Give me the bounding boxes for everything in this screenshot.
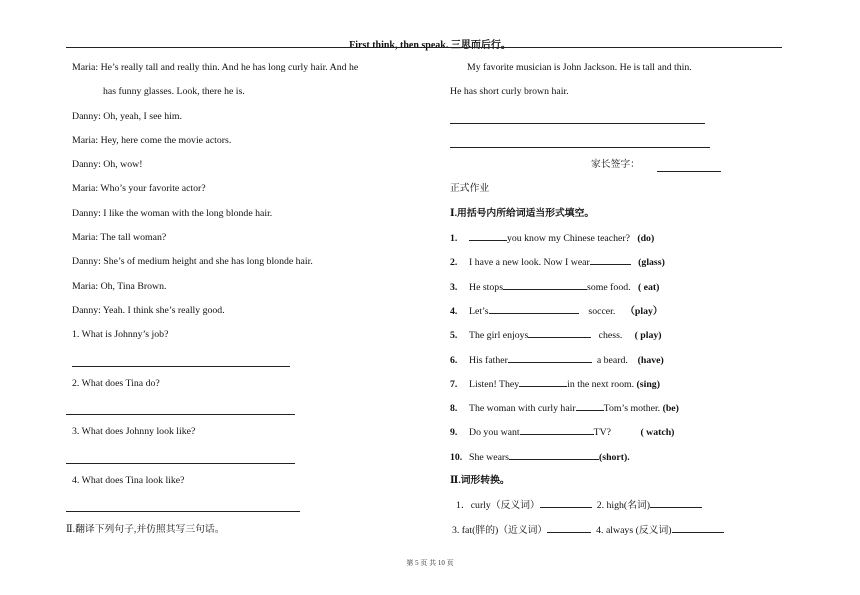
dialogue-line: Maria: Oh, Tina Brown. [72,280,167,292]
writing-line-1[interactable] [450,109,780,133]
blank[interactable] [528,327,591,338]
question-3: 3. What does Johnny look like? [72,426,196,438]
dialogue-line: Danny: I like the woman with the long blonde hair. [72,207,273,219]
section-2-title: Ⅱ.翻译下列句子,并仿照其写三句话。 [66,523,225,535]
fill-item-5: 5. The girl enjoys chess. ( play) [450,327,780,351]
dialogue-line: Danny: Yeah. I think she’s really good. [72,304,225,316]
dialogue-line: Danny: She’s of medium height and she has long blonde hair. [72,256,313,268]
question-4: 4. What does Tina look like? [72,475,185,487]
answer-line-4[interactable] [72,497,412,521]
fill-item-6: 6. His father a beard. (have) [450,352,780,376]
page-footer: 第 5 页 共 10 页 [406,559,454,567]
blank[interactable] [672,522,724,533]
dialogue-line: Maria: Hey, here come the movie actors. [72,134,232,146]
fill-item-7: 7. Listen! They in the next room. (sing) [450,376,780,400]
part-2-title: Ⅱ.词形转换。 [450,475,510,487]
part-1-title: Ⅰ.用括号内所给词适当形式填空。 [450,207,595,219]
page-header: First think, then speak. 三思而后行。 [349,40,511,51]
fill-item-10: 10. She wears (short). [450,449,780,473]
blank[interactable] [540,497,592,508]
wordform-row-2: 3. fat(胖的)（近义词） 4. always (反义词) [450,522,780,546]
question-2: 2. What does Tina do? [72,377,160,389]
parent-sign-row [450,157,780,181]
example-line: My favorite musician is John Jackson. He is tall and thin. [467,62,692,73]
blank[interactable] [590,254,631,265]
parent-sign-field[interactable] [657,171,721,172]
dialogue-line: Maria: He’s really tall and really thin. And he has long curly hair. And he [72,62,359,73]
parent-sign-label: 家长签字： [591,159,640,171]
blank[interactable] [547,522,591,533]
writing-line-2[interactable] [450,133,780,157]
blank[interactable] [509,449,599,460]
formal-title: 正式作业 [450,183,490,195]
dialogue-line: Maria: Who’s your favorite actor? [72,183,206,195]
blank[interactable] [519,376,567,387]
blank[interactable] [508,352,592,363]
header-rule [66,47,782,48]
dialogue-line: Maria: The tall woman? [72,232,167,244]
blank[interactable] [520,424,594,435]
fill-item-3: 3. He stops some food. ( eat) [450,279,780,303]
fill-item-2: 2. I have a new look. Now I wear (glass) [450,254,780,278]
answer-line-3[interactable] [72,449,412,473]
example-line: He has short curly brown hair. [450,86,569,98]
dialogue-line: Danny: Oh, yeah, I see him. [72,110,182,122]
fill-item-1: 1. you know my Chinese teacher? (do) [450,230,780,254]
blank[interactable] [650,497,702,508]
blank[interactable] [489,303,579,314]
answer-line-1[interactable] [72,352,412,376]
blank[interactable] [576,400,604,411]
dialogue-line: Danny: Oh, wow! [72,159,143,171]
answer-line-2[interactable] [72,400,412,424]
wordform-row-1: 1．curly（反义词） 2. high(名词) [450,497,780,521]
fill-item-4: 4. Let’s soccer. （play） [450,303,780,327]
question-1: 1. What is Johnny’s job? [72,329,169,341]
fill-item-9: 9. Do you want TV? ( watch) [450,424,780,448]
left-column [66,60,412,546]
dialogue-line: has funny glasses. Look, there he is. [103,86,245,98]
right-column [450,60,780,546]
fill-item-8: 8. The woman with curly hair Tom’s mother. (be) [450,400,780,424]
blank[interactable] [469,230,507,241]
blank[interactable] [503,279,587,290]
